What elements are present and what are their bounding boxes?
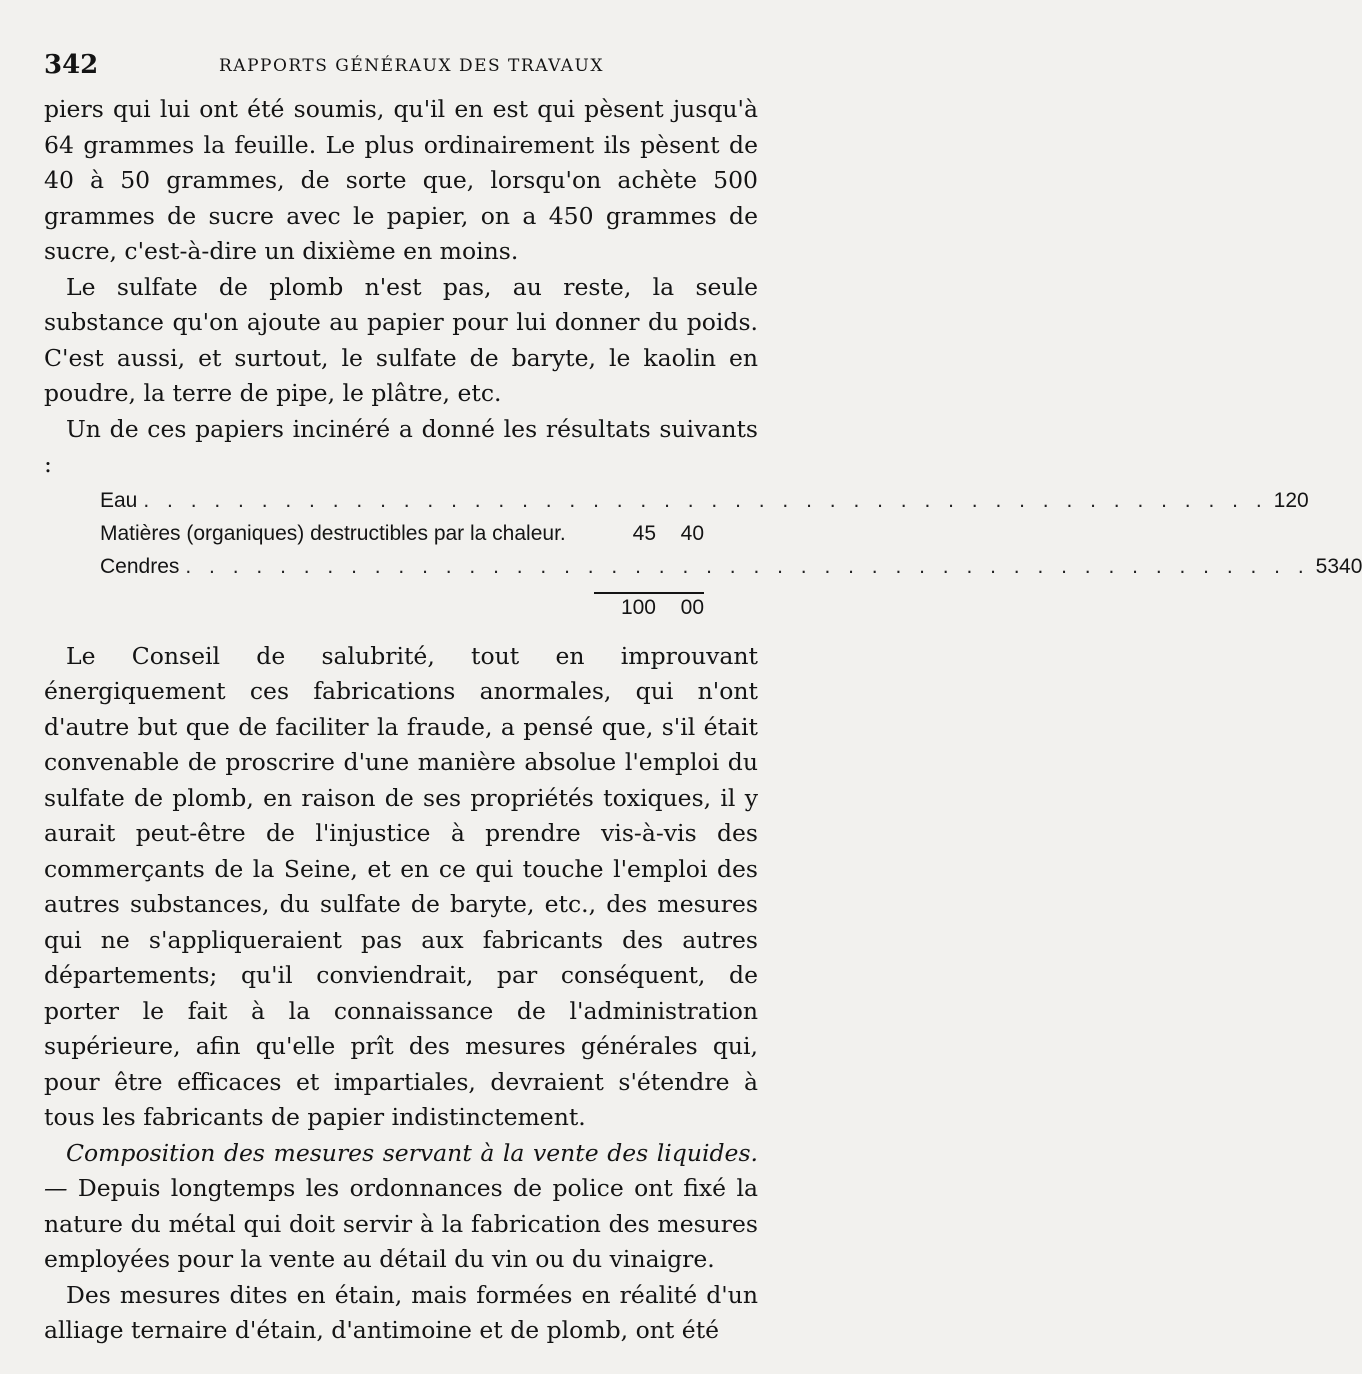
- running-head: RAPPORTS GÉNÉRAUX DES TRAVAUX: [219, 56, 604, 76]
- total-value-int: 100: [620, 595, 656, 619]
- table-row: Cendres . . . . . . . . . . . . . . . . . . . . . . . . . . . . . . . . . . . . . . . . . . . . . . . . 53 40: [100, 554, 1362, 578]
- row-value-int: 45: [632, 521, 656, 545]
- total-rule: [594, 592, 704, 594]
- page-number: 342: [44, 50, 99, 80]
- page-header: [44, 48, 758, 88]
- paragraph-3: Un de ces papiers incinéré a donné les résultats suivants :: [44, 414, 758, 478]
- row-value-dec: 40: [1339, 554, 1362, 578]
- paragraph-4: Le Conseil de salubrité, tout en improuvant énergiquement ces fabrications anormales, qui n'ont d'autre but que de faciliter la fraude, a pensé que, s'il était convenable de proscrire d'une manière absolue l'emploi du sulfate de plomb, en raison de ses propriétés toxiques, il y aurait peut-être de l'injustice à prendre vis-à-vis des commerçants de la Seine, et en ce qui touche l'emploi des autres substances, du sulfate de baryte, etc., des mesures qui ne s'appliqueraient pas aux fabricants des autres départements; qu'il conviendrait, par conséquent, de porter le fait à la connaissance de l'administration supérieure, afin qu'elle prît des mesures générales qui, pour être efficaces et impartiales, devraient s'étendre à tous les fabricants de papier indistinctement.: [44, 641, 758, 1131]
- table-row: [100, 522, 704, 555]
- paragraph-6: Des mesures dites en étain, mais formées en réalité d'un alliage ternaire d'étain, d'antimoine et de plomb, ont été: [44, 1280, 758, 1344]
- section-title: Composition des mesures servant à la vente des liquides. —: [44, 1138, 758, 1202]
- paragraph-2: Le sulfate de plomb n'est pas, au reste, la seule substance qu'on ajoute au papier pour lui donner du poids. C'est aussi, et surtout, le sulfate de baryte, le kaolin en poudre, la terre de pipe, le plâtre, etc.: [44, 272, 758, 407]
- paragraph-1: piers qui lui ont été soumis, qu'il en est qui pèsent jusqu'à 64 grammes la feuille. Le plus ordinairement ils pèsent de 40 à 50 grammes, de sorte que, lorsqu'on achète 500 grammes de sucre avec le papier, on a 450 grammes de sucre, c'est-à-dire un dixième en moins.: [44, 95, 758, 265]
- row-label: Eau: [100, 488, 138, 512]
- paragraph-5-body: Depuis longtemps les ordonnances de police ont fixé la nature du métal qui doit servir à la fabrication des mesures employées pour la vente au détail du vin ou du vinaigre.: [44, 1174, 758, 1273]
- total-value-dec: 00: [680, 595, 704, 619]
- row-value-int: 1: [1273, 488, 1286, 512]
- results-table: [100, 488, 1362, 629]
- row-label: Cendres: [100, 554, 180, 578]
- paragraph-5: [44, 1136, 758, 1278]
- row-value-int: 53: [1315, 554, 1340, 578]
- table-total-row: [100, 596, 704, 629]
- row-value-dec: 40: [680, 521, 704, 545]
- table-row: Eau . . . . . . . . . . . . . . . . . . . . . . . . . . . . . . . . . . . . . . . . . . . . . . . . 1 20: [100, 488, 1309, 512]
- row-label: Matières (organiques) destructibles par la chaleur.: [100, 521, 566, 545]
- row-value-dec: 20: [1285, 488, 1309, 512]
